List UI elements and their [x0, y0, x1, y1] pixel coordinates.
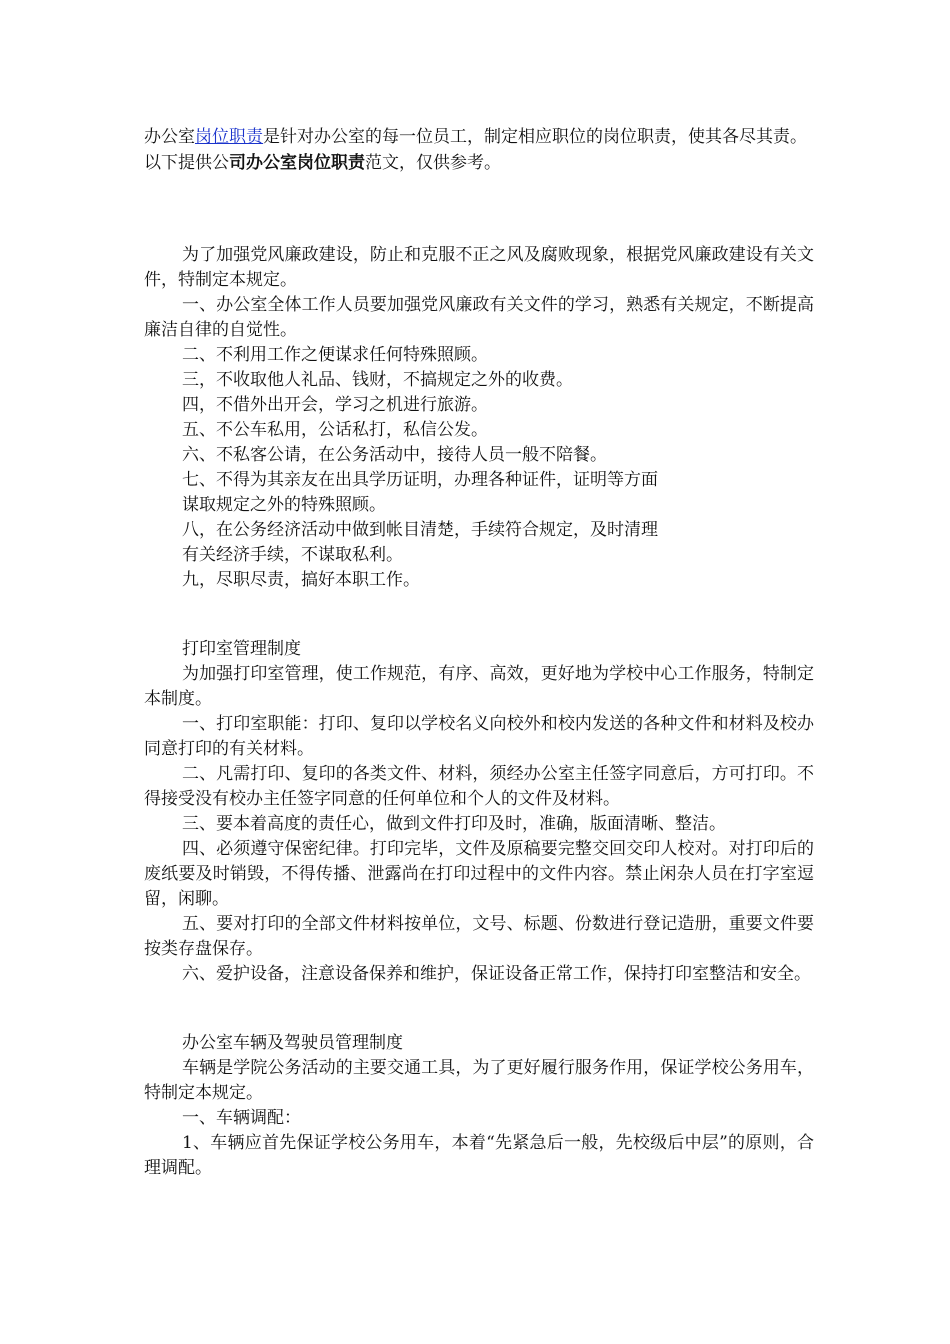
paragraph: 五、要对打印的全部文件材料按单位，文号、标题、份数进行登记造册，重要文件要按类存盘保存。: [144, 914, 814, 959]
paragraph: 车辆是学院公务活动的主要交通工具，为了更好履行服务作用，保证学校公务用车，特制定本规定。: [144, 1058, 814, 1103]
section-title: 打印室管理制度: [182, 639, 301, 659]
paragraph: 四，不借外出开会，学习之机进行旅游。: [182, 395, 488, 415]
intro-paragraph: [144, 124, 814, 176]
paragraph: 有关经济手续，不谋取私利。: [182, 545, 403, 565]
section-title: 办公室车辆及驾驶员管理制度: [182, 1033, 403, 1053]
integrity-rules-section: [144, 243, 814, 593]
paragraph: 四、必须遵守保密纪律。打印完毕，文件及原稿要完整交回交印人校对。对打印后的废纸要及时销毁，不得传播、泄露尚在打印过程中的文件内容。禁止闲杂人员在打字室逗留，闲聊。: [144, 839, 814, 909]
paragraph: 八，在公务经济活动中做到帐目清楚，手续符合规定，及时清理: [182, 520, 658, 540]
intro-text-1: 办公室: [144, 127, 195, 147]
paragraph: 五、不公车私用，公话私打，私信公发。: [182, 420, 488, 440]
paragraph: 1、车辆应首先保证学校公务用车，本着“先紧急后一般，先校级后中层”的原则，合理调配。: [144, 1133, 814, 1178]
paragraph: 七、不得为其亲友在出具学历证明，办理各种证件，证明等方面: [182, 470, 658, 490]
paragraph: 九，尽职尽责，搞好本职工作。: [182, 570, 420, 590]
intro-bold-text: 司办公室岗位职责: [229, 153, 365, 173]
paragraph: 一、车辆调配：: [182, 1108, 301, 1128]
paragraph: 二、不利用工作之便谋求任何特殊照顾。: [182, 345, 488, 365]
paragraph: 一、打印室职能：打印、复印以学校名义向校外和校内发送的各种文件和材料及校办同意打印的有关材料。: [144, 714, 814, 759]
paragraph: 谋取规定之外的特殊照顾。: [182, 495, 386, 515]
paragraph: 一、办公室全体工作人员要加强党风廉政有关文件的学习，熟悉有关规定，不断提高廉洁自律的自觉性。: [144, 295, 814, 340]
paragraph: 为了加强党风廉政建设，防止和克服不正之风及腐败现象，根据党风廉政建设有关文件，特制定本规定。: [144, 245, 814, 290]
paragraph: 六、爱护设备，注意设备保养和维护，保证设备正常工作，保持打印室整洁和安全。: [182, 964, 811, 984]
intro-text-2: 是针对办公室的每一位员工，制定相应职位的岗位职责，使其各尽其责。以下提供公: [144, 127, 807, 173]
intro-text-3: 范文，仅供参考。: [365, 153, 501, 173]
print-room-section: [144, 637, 814, 987]
paragraph: 三、要本着高度的责任心，做到文件打印及时，准确，版面清晰、整洁。: [182, 814, 726, 834]
paragraph: 六、不私客公请，在公务活动中，接待人员一般不陪餐。: [182, 445, 607, 465]
vehicle-rules-section: [144, 1031, 814, 1181]
job-duties-link[interactable]: 岗位职责: [195, 127, 263, 147]
paragraph: 三，不收取他人礼品、钱财，不搞规定之外的收费。: [182, 370, 573, 390]
paragraph: 为加强打印室管理，使工作规范，有序、高效，更好地为学校中心工作服务，特制定本制度。: [144, 664, 814, 709]
paragraph: 二、凡需打印、复印的各类文件、材料，须经办公室主任签字同意后，方可打印。不得接受没有校办主任签字同意的任何单位和个人的文件及材料。: [144, 764, 814, 809]
